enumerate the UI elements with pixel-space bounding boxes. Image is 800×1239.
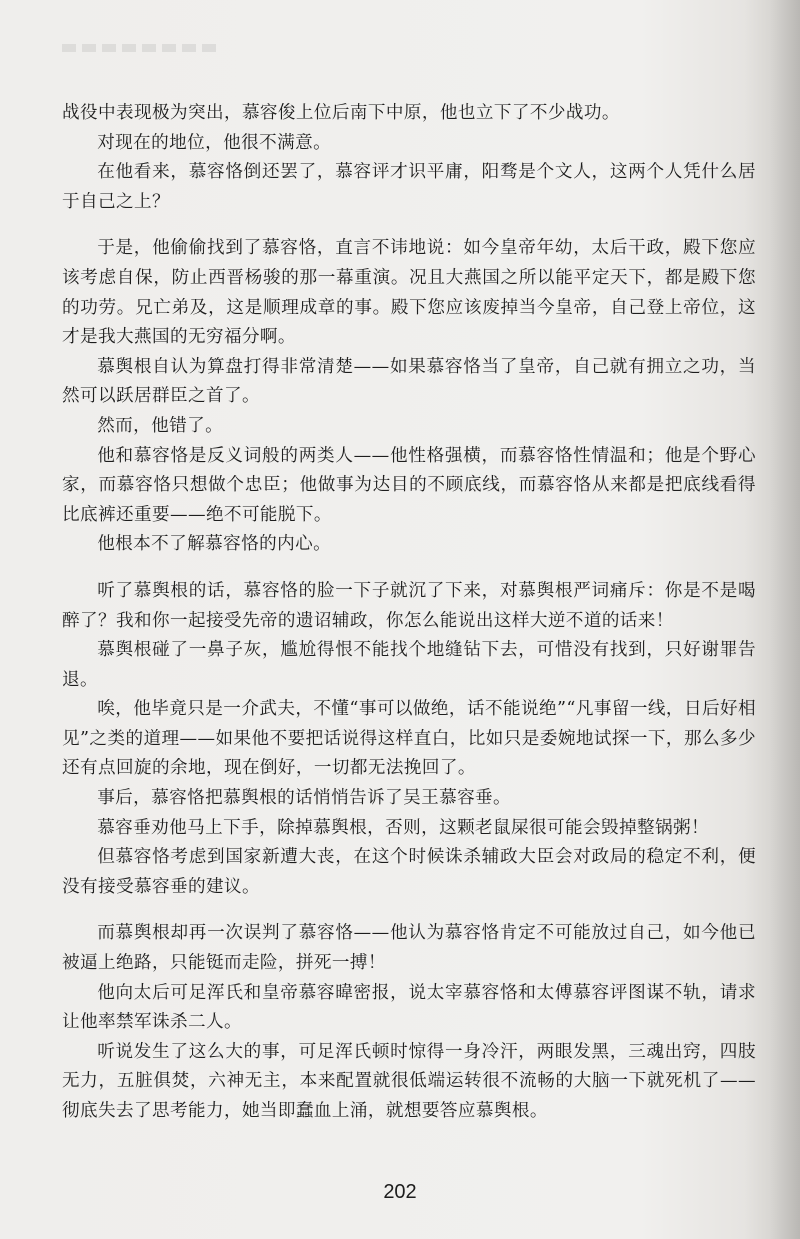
paragraph: 他向太后可足浑氏和皇帝慕容暐密报，说太宰慕容恪和太傅慕容评图谋不轨，请求让他率禁军诛杀二人。 <box>62 982 756 1033</box>
paragraph: 战役中表现极为突出，慕容俊上位后南下中原，他也立下了不少战功。 <box>62 103 620 123</box>
paragraph: 事后，慕容恪把慕舆根的话悄悄告诉了吴王慕容垂。 <box>97 788 512 809</box>
paragraph: 慕舆根碰了一鼻子灰，尴尬得恨不能找个地缝钻下去，可惜没有找到，只好谢罪告退。 <box>62 640 756 690</box>
paragraph: 然而，他错了。 <box>97 415 224 436</box>
paragraph: 唉，他毕竟只是一介武夫，不懂“事可以做绝，话不能说绝”“凡事留一线，日后好相见”之类的道理——如果他不要把话说得这样直白，比如只是委婉地试探一下，那么多少还有点回旋的余地，现在倒好，一切都无法挽回了。 <box>62 699 756 779</box>
paragraph: 他和慕容恪是反义词般的两类人——他性格强横，而慕容恪性情温和；他是个野心家，而慕容恪只想做个忠臣；他做事为达目的不顾底线，而慕容恪从来都是把底线看得比底裤还重要——绝不可能脱下。 <box>62 445 756 525</box>
paragraph: 慕容垂劝他马上下手，除掉慕舆根，否则，这颗老鼠屎很可能会毁掉整锅粥！ <box>97 817 709 838</box>
paragraph: 听说发生了这么大的事，可足浑氏顿时惊得一身冷汗，两眼发黑，三魂出窍，四肢无力，五脏俱焚，六神无主，本来配置就很低端运转很不流畅的大脑一下就死机了——彻底失去了思考能力，她当即蠢血上涌，就想要答应慕舆根。 <box>62 1041 756 1121</box>
body-text <box>62 99 756 1127</box>
page-number: 202 <box>383 1181 417 1203</box>
paragraph: 但慕容恪考虑到国家新遭大丧，在这个时候诛杀辅政大臣会对政局的稳定不利，便没有接受慕容垂的建议。 <box>62 847 756 897</box>
paragraph: 慕舆根自认为算盘打得非常清楚——如果慕容恪当了皇帝，自己就有拥立之功，当然可以跃居群臣之首了。 <box>62 356 756 407</box>
paragraph: 于是，他偷偷找到了慕容恪，直言不讳地说：如今皇帝年幼，太后干政，殿下您应该考虑自保，防止西晋杨骏的那一幕重演。况且大燕国之所以能平定天下，都是殿下您的功劳。兄亡弟及，这是顺理成章的事。殿下您应该废掉当今皇帝，自己登上帝位，这才是我大燕国的无穷福分啊。 <box>62 238 756 348</box>
bleed-through-header <box>62 44 222 52</box>
paragraph: 对现在的地位，他很不满意。 <box>97 132 332 153</box>
paragraph: 听了慕舆根的话，慕容恪的脸一下子就沉了下来，对慕舆根严词痛斥：你是不是喝醉了？我和你一起接受先帝的遗诏辅政，你怎么能说出这样大逆不道的话来！ <box>62 580 756 631</box>
paragraph: 他根本不了解慕容恪的内心。 <box>97 534 332 555</box>
binding-edge-shadow <box>770 0 800 1239</box>
paragraph: 在他看来，慕容恪倒还罢了，慕容评才识平庸，阳骛是个文人，这两个人凭什么居于自己之上？ <box>62 162 756 212</box>
paragraph: 而慕舆根却再一次误判了慕容恪——他认为慕容恪肯定不可能放过自己，如今他已被逼上绝路，只能铤而走险，拼死一搏！ <box>62 923 756 974</box>
